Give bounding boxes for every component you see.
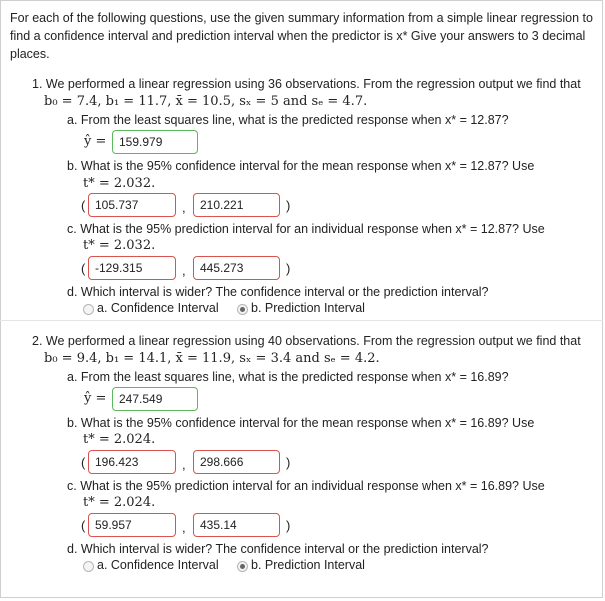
q1-pi-open: (: [81, 261, 86, 276]
question-divider: [0, 320, 603, 321]
q2-option-b-label[interactable]: b. Prediction Interval: [251, 558, 365, 572]
q1-option-b-label[interactable]: b. Prediction Interval: [251, 301, 365, 315]
q2-d-text: d. Which interval is wider? The confidence interval or the prediction interval?: [67, 542, 489, 556]
q2-ci-comma: ,: [182, 457, 186, 472]
q2-ci-close: ): [286, 455, 291, 470]
q1-pi-comma: ,: [182, 263, 186, 278]
q2-ci-high-input[interactable]: 298.666: [193, 450, 280, 474]
q1-pi-low-input[interactable]: -129.315: [88, 256, 176, 280]
q2-option-a-label[interactable]: a. Confidence Interval: [97, 558, 219, 572]
q2-c-tstar: t* = 2.024.: [83, 495, 156, 510]
q1-c-tstar: t* = 2.032.: [83, 238, 156, 253]
q2-b-tstar: t* = 2.024.: [83, 432, 156, 447]
q1-yhat-input[interactable]: 159.979: [112, 130, 198, 154]
q2-option-b-radio[interactable]: [237, 561, 248, 572]
intro-text: For each of the following questions, use the given summary information from a simple linear regression to find a confidence interval and prediction interval when the predictor is x* Give your answers to 3 decimal places.: [10, 11, 593, 61]
q1-option-a-radio[interactable]: [83, 304, 94, 315]
q1-header: 1. We performed a linear regression using 36 observations. From the regression output we find that: [32, 77, 581, 91]
q1-ci-close: ): [286, 198, 291, 213]
q1-b-tstar: t* = 2.032.: [83, 176, 156, 191]
q2-c-text: c. What is the 95% prediction interval for an individual response when x* = 16.89? Use: [67, 479, 545, 493]
q2-pi-low-input[interactable]: 59.957: [88, 513, 176, 537]
q1-ci-comma: ,: [182, 200, 186, 215]
q1-ci-low-input[interactable]: 105.737: [88, 193, 176, 217]
q1-pi-close: ): [286, 261, 291, 276]
q2-pi-high-input[interactable]: 435.14: [193, 513, 280, 537]
q2-ci-open: (: [81, 455, 86, 470]
q2-header: 2. We performed a linear regression using 40 observations. From the regression output we find that: [32, 334, 581, 348]
q1-option-b-radio[interactable]: [237, 304, 248, 315]
q1-yhat-label: ŷ =: [84, 134, 107, 149]
q1-params: b₀ = 7.4, b₁ = 11.7, x̄ = 10.5, sₓ = 5 and sₑ = 4.7.: [44, 94, 368, 109]
q2-params: b₀ = 9.4, b₁ = 14.1, x̄ = 11.9, sₓ = 3.4 and sₑ = 4.2.: [44, 351, 380, 366]
q1-c-text: c. What is the 95% prediction interval for an individual response when x* = 12.87? Use: [67, 222, 545, 236]
q2-ci-low-input[interactable]: 196.423: [88, 450, 176, 474]
q1-b-text: b. What is the 95% confidence interval for the mean response when x* = 12.87? Use: [67, 159, 535, 173]
q2-b-text: b. What is the 95% confidence interval for the mean response when x* = 16.89? Use: [67, 416, 535, 430]
q1-ci-high-input[interactable]: 210.221: [193, 193, 280, 217]
q2-yhat-input[interactable]: 247.549: [112, 387, 198, 411]
q1-a-text: a. From the least squares line, what is the predicted response when x* = 12.87?: [67, 113, 509, 127]
q1-ci-open: (: [81, 198, 86, 213]
q2-yhat-label: ŷ =: [84, 391, 107, 406]
q1-option-a-label[interactable]: a. Confidence Interval: [97, 301, 219, 315]
q2-option-a-radio[interactable]: [83, 561, 94, 572]
q2-pi-close: ): [286, 518, 291, 533]
q2-a-text: a. From the least squares line, what is the predicted response when x* = 16.89?: [67, 370, 509, 384]
q1-d-text: d. Which interval is wider? The confidence interval or the prediction interval?: [67, 285, 489, 299]
q2-pi-open: (: [81, 518, 86, 533]
q1-pi-high-input[interactable]: 445.273: [193, 256, 280, 280]
q2-pi-comma: ,: [182, 520, 186, 535]
